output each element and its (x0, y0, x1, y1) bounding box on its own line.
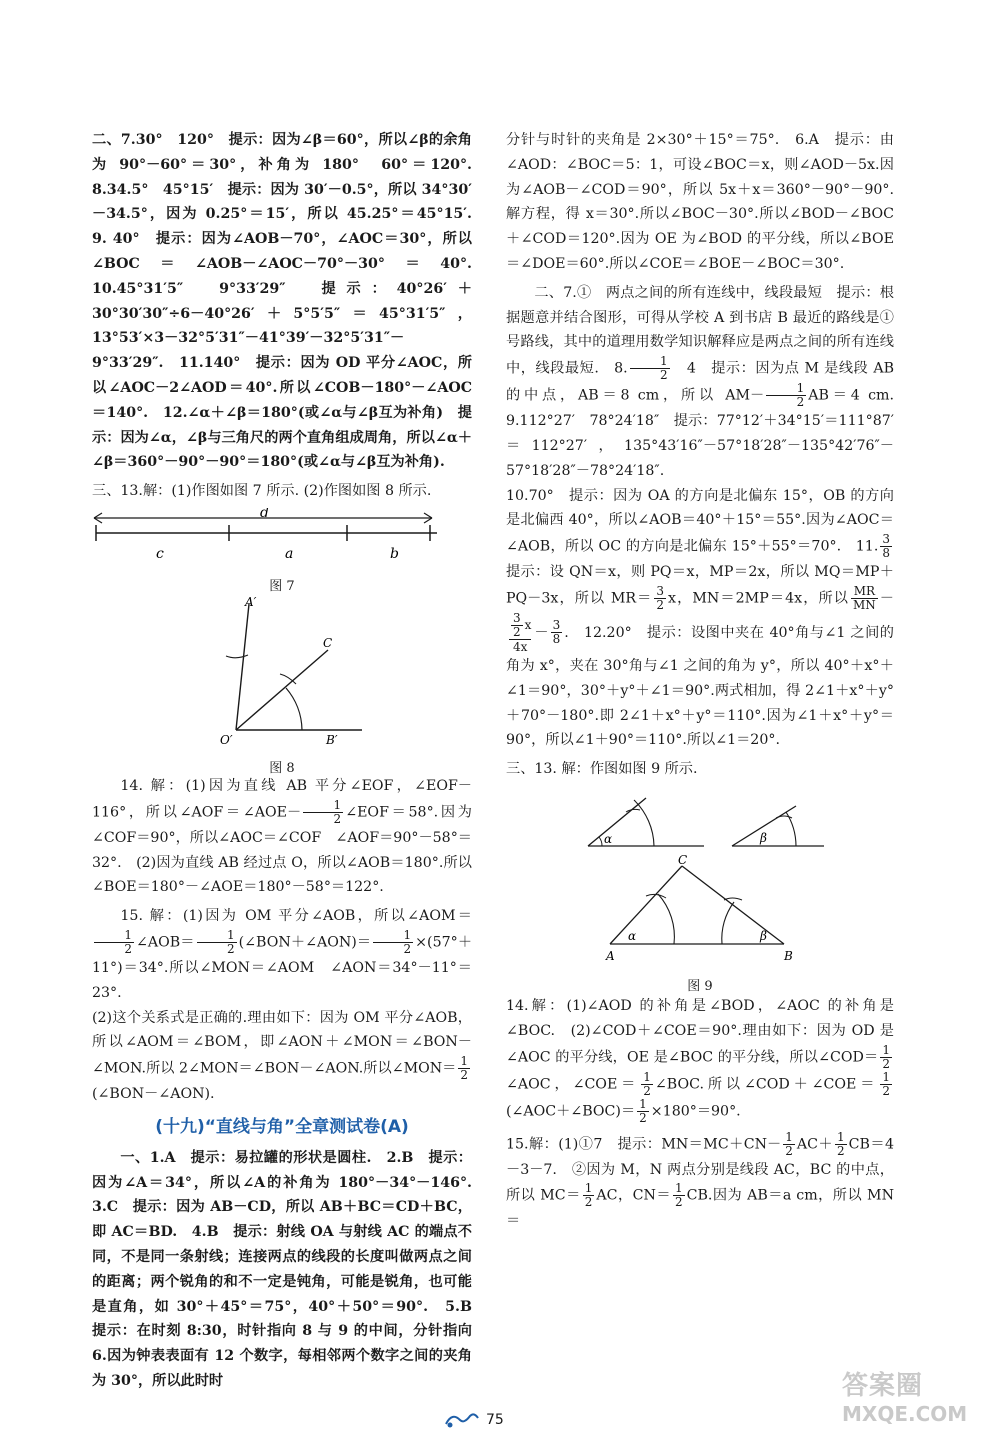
fraction: $\frac{1}{2}$ (94, 929, 134, 956)
fraction-nested: $\frac{3}{2}$ x 4x (509, 612, 531, 654)
answers-fill-blank (92, 128, 487, 475)
fraction: $\frac{1}{2}$ (460, 1054, 468, 1083)
watermark-url: MXQE.COM (842, 1402, 968, 1426)
fig9-label-A: A (606, 948, 615, 963)
figure-9 (506, 786, 894, 994)
answer-q15: 15. 解：(1)因为 OM 平分∠AOB，所以∠AOM＝ $\frac{1}{2}$ ∠AOB＝ $\frac{1}{2}$ (∠BON＋∠AON)＝ $\frac{1}{2}$ ×(57°＋11°)＝34°.所以∠MON＝∠AOM ∠AON＝34°－11°＝23°. (92, 908, 473, 1001)
fraction: $\frac{1}{2}$ (882, 1069, 890, 1098)
fraction: $\frac{1}{2}$ (785, 1129, 793, 1158)
figure-9-caption: 图 9 (687, 978, 713, 994)
text-block: 二、7.30° 120° 提示：因为∠β＝60°，所以∠β的余角为 90°－60°＝30°，补角为 180° 60°＝120°. 8.34.5° 45°15′ 提示：因为 30′－0.5°，所以 34°30′－34.5°，因为 0.25°＝15′，所以 45.25°＝45°15′. 9. 40° 提示：因为∠AOB－70°，∠AOC＝30°，所以∠BOC＝∠AOB－∠AOC－70°－30°＝40°. 10.45°31′5″ 9°33′29″ 提示：40°26′＋30°30′30″÷6－40°26′＋5°5′5″＝45°31′5″，13°53′×3－32°5′31″－41°39′－32°5′31″－9°33′29″. 11.140° 提示：因为 OD 平分∠AOC，所以∠AOC－2∠AOD＝40°.所以∠COB－180°－∠AOC＝140°. 12.∠α＋∠β＝180°(或∠α与∠β互为补角) 提示：因为∠α，∠β与三角尺的两个直角组成周角，所以∠α＋∠β＝360°－90°－90°＝180°(或∠α与∠β互为补角). (92, 132, 487, 471)
watermark-logo: 答案圈 (842, 1371, 924, 1401)
fig7-label-c: c (156, 545, 164, 562)
watermark (842, 1365, 982, 1443)
fraction: $\frac{1}{2}$ (837, 1129, 845, 1158)
answers-fill-blank-2: 二、7.① 两点之间的所有连线中，线段最短 提示：根据题意并结合图形，可得从学校 A 到书店 B 最近的路线是①号路线，其中的道理用数学知识解释应是两点之间的所有连线中，线段最短. 8. $\frac{1}{2}$ 4 提示：因为点 M 是线段 AB 的中点，AB＝8 cm，所以 AM－ $\frac{1}{2}$ AB＝4 cm. 9.112°27′ 78°24′18″ 提示：77°12′＋34°15′＝111°87′＝112°27′，135°43′16″－57°18′28″－135°42′76″－57°18′28″－78°24′18″. (506, 284, 909, 479)
fig9-label-alpha: α (628, 928, 637, 943)
fig8-label-O: O′ (220, 732, 233, 747)
fig9-label-alpha-top: α (604, 831, 613, 846)
figure-9-drawing (506, 786, 894, 966)
fig9-label-B: B (784, 948, 793, 963)
figure-8-caption: 图 8 (269, 760, 295, 776)
answer-q14-right: 14.解：(1)∠AOD 的补角是∠BOD，∠AOC 的补角是∠BOC. (2)∠COD＋∠COE＝90°.理由如下：因为 OD 是∠AOC 的平分线，OE 是∠BOC 的平分线，所以∠COD＝ $\frac{1}{2}$ ∠AOC，∠COE＝ $\frac{1}{2}$ ∠BOC.所以∠COD＋∠COE＝ $\frac{1}{2}$ (∠AOC＋∠BOC)＝ $\frac{1}{2}$ ×180°＝90°. (506, 997, 894, 1125)
answers-q13-intro: 三、13.解：(1)作图如图 7 所示. (2)作图如图 8 所示. (92, 483, 432, 500)
fig9-label-beta-top: β (760, 830, 767, 845)
answer-q14: 14. 解：(1)因为直线 AB 平分∠EOF，∠EOF－116°，所以∠AOF＝∠AOE－ $\frac{1}{2}$ ∠EOF＝58°.因为∠COF＝90°，所以∠AOC＝∠COF ∠AOF＝90°－58°＝32°. (2)因为直线 AB 经过点 O，所以∠AOB＝180°.所以∠BOE＝180°－∠AOE＝180°－58°＝122°. (92, 777, 472, 896)
fraction: $\frac{1}{2}$ (639, 1096, 647, 1125)
fig7-label-a: a (285, 545, 294, 562)
figure-7 (92, 507, 472, 594)
fraction: $\frac{1}{2}$ (303, 799, 343, 826)
page-ornament-icon (442, 1408, 482, 1434)
right-column (506, 128, 909, 1234)
figure-7-drawing (92, 508, 472, 566)
left-column (92, 128, 487, 1394)
answers-choice-cont: 分针与时针的夹角是 2×30°＋15°＝75°. 6.A 提示：由∠AOD：∠BOC＝5：1，可设∠BOC＝x，则∠AOD－5x.因为∠AOB－∠COD＝90°，所以 5x＋x＝360°－90°－90°.解方程，得 x＝30°.所以∠BOC－30°.所以∠BOD－∠BOC＋∠COD＝120°.因为 OE 为∠BOD 的平分线，所以∠BOE＝∠DOE＝60°.所以∠COE＝∠BOE－∠BOC＝30°. (506, 132, 894, 272)
fraction: $\frac{1}{2}$ (766, 382, 806, 409)
figure-7-caption: 图 7 (269, 578, 295, 594)
fig9-label-beta: β (760, 928, 767, 943)
fraction: $\frac{1}{2}$ (643, 1069, 651, 1098)
fig9-label-C: C (678, 852, 688, 867)
fig7-label-b: b (390, 545, 399, 562)
fraction: $\frac{3}{2}$ (656, 583, 665, 612)
fraction: $\frac{MR}{MN}$ (852, 583, 876, 612)
answers-choice: 一、1.A 提示：易拉罐的形状是圆柱. 2.B 提示：因为∠A＝34°，所以∠A的补角为 180°－34°－146°. 3.C 提示：因为 AB－CD，所以 AB＋BC＝CD＋BC，即 AC＝BD. 4.B 提示：射线 OA 与射线 AC 的端点不同，不是同一条射线；连接两点的线段的长度叫做两点之间的距离；两个锐角的和不一定是钝角，可能是锐角，也可能是直角，如 30°＋45°＝75°，40°＋50°＝90°. 5.B 提示：在时刻 8:30，时针指向 8 与 9 的中间，分针指向 6.因为钟表表面有 12 个数字，每相邻两个数字之间的夹角为 30°，所以此时时 (92, 1149, 487, 1389)
fig8-label-C: C (323, 635, 333, 650)
fraction: $\frac{1}{2}$ (584, 1181, 593, 1210)
answer-q15-part2: (2)这个关系式是正确的.理由如下：因为 OM 平分∠AOB，所以∠AOM＝∠BOM，即∠AON＋∠MON＝∠BON－∠MON.所以 2∠MON＝∠BON－∠AON.所以∠MON＝ $\frac{1}{2}$ (∠BON－∠AON). (92, 1009, 472, 1103)
fig7-label-d: d (260, 507, 269, 521)
fraction: $\frac{1}{2}$ (674, 1181, 683, 1210)
fig8-label-A: A′ (245, 594, 257, 609)
fraction: $\frac{3}{8}$ (552, 618, 561, 647)
figure-8 (92, 590, 472, 776)
fig8-label-B: B′ (326, 732, 338, 747)
page-number: 75 (486, 1412, 504, 1428)
fraction: $\frac{3}{8}$ (882, 532, 890, 561)
answers-q13-intro-right: 三、13. 解：作图如图 9 所示. (506, 761, 698, 778)
figure-8-drawing (92, 590, 472, 748)
fraction: $\frac{1}{2}$ (630, 355, 670, 382)
fraction: $\frac{1}{2}$ (882, 1042, 890, 1071)
answer-q15-right: 15.解：(1)①7 提示：MN＝MC＋CN－ $\frac{1}{2}$ AC＋ $\frac{1}{2}$ CB＝4－3－7. ②因为 M，N 两点分别是线段 AC，BC 的中点，所以 MC＝ $\frac{1}{2}$ AC，CN＝ $\frac{1}{2}$ CB.因为 AB＝a cm，所以 MN＝ (506, 1129, 894, 1230)
fraction: $\frac{1}{2}$ (373, 929, 413, 956)
answers-fill-blank-3: 10.70° 提示：因为 OA 的方向是北偏东 15°，OB 的方向是北偏西 40°，所以∠AOB＝40°＋15°＝55°.因为∠AOC＝∠AOB，所以 OC 的方向是北偏东 15°＋55°＝70°. 11. $\frac{3}{8}$ 提示：设 QN＝x，则 PQ＝x，MP＝2x，所以 MQ＝MP＋PQ－3x，所以 MR＝ $\frac{3}{2}$ x，MN＝2MP＝4x，所以 $\frac{MR}{MN}$ － $\frac{3}{2}$ x 4x － $\frac{3}{8}$ . 12.20° 提示：设图中夹在 40°角与∠1 之间的角为 x°，夹在 30°角与∠1 之间的角为 y°，所以 40°＋x°＋∠1＝90°，30°＋y°＋∠1＝90°.两式相加，得 2∠1＋x°＋y°＋70°－180°.即 2∠1＋x°＋y°＝110°.因为∠1＋x°＋y°＝90°，所以∠1＋90°＝110°.所以∠1＝20°. (506, 487, 894, 749)
fraction: $\frac{1}{2}$ (197, 929, 237, 956)
section-title: (十九)“直线与角”全章测试卷(A) (155, 1116, 409, 1137)
